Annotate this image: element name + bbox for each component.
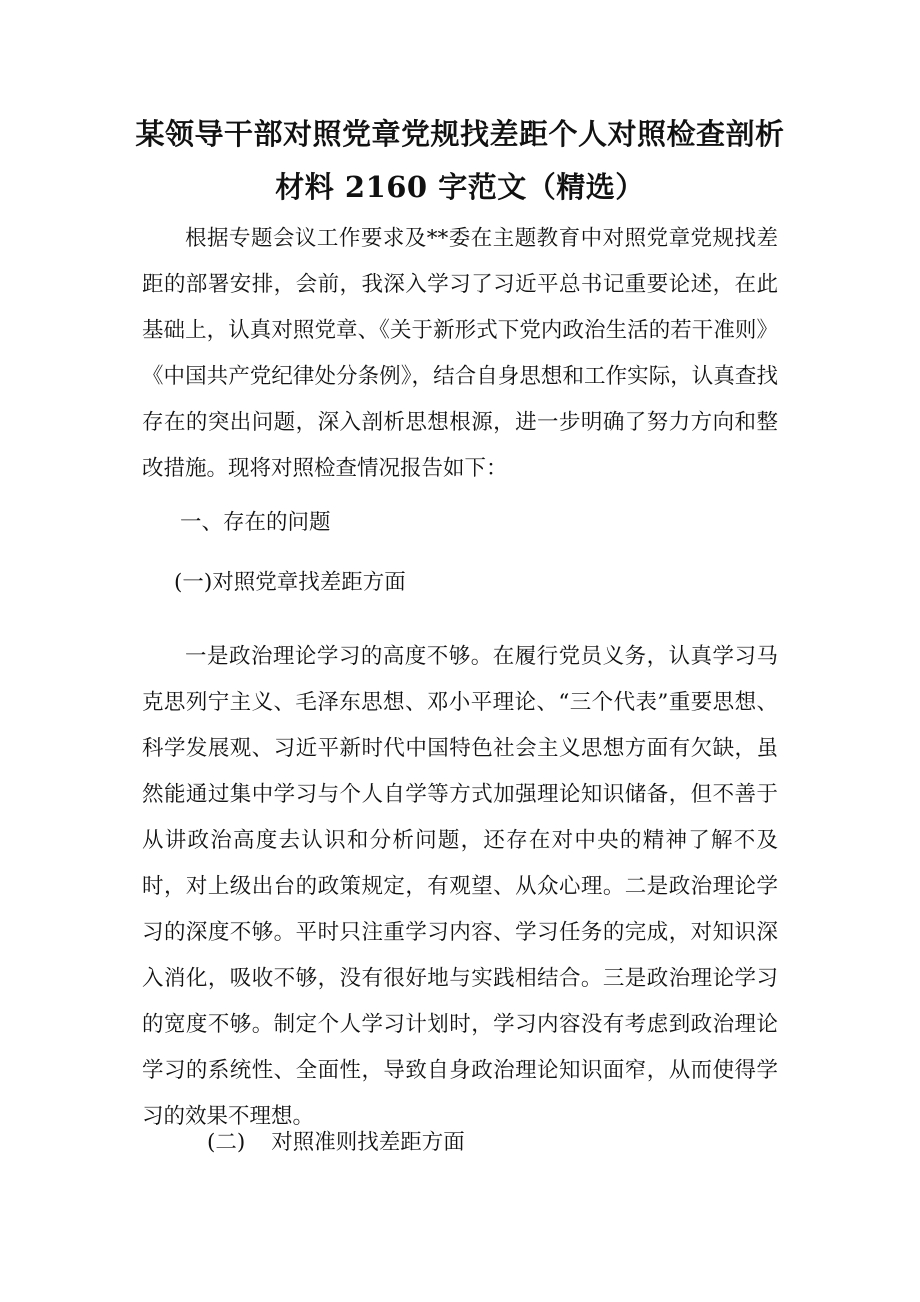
document-title-line-1: 某领导干部对照党章党规找差距个人对照检查剖析 [135,117,785,151]
subsection-heading-party-constitution: (一)对照党章找差距方面 [174,570,406,595]
subsection-number: (二) [207,1130,246,1155]
subsection-paragraph-political-theory: 一是政治理论学习的高度不够。在履行党员义务，认真学习马克思列宁主义、毛泽东思想、邓小平理论、“三个代表”重要思想、科学发展观、习近平新时代中国特色社会主义思想方面有欠缺，虽然能通过集中学习与个人自学等方式加强理论知识储备，但不善于从讲政治高度去认识和分析问题，还存在对中央的精神了解不及时，对上级出台的政策规定，有观望、从众心理。二是政治理论学习的深度不够。平时只注重学习内容、学习任务的完成，对知识深入消化，吸收不够，没有很好地与实践相结合。三是政治理论学习的宽度不够。制定个人学习计划时，学习内容没有考虑到政治理论学习的系统性、全面性，导致自身政治理论知识面窄，从而使得学习的效果不理想。 [142,644,778,1129]
section-heading-problems: 一、存在的问题 [180,510,331,535]
subsection-heading-text: 对照准则找差距方面 [271,1130,465,1155]
intro-paragraph: 根据专题会议工作要求及**委在主题教育中对照党章党规找差距的部署安排，会前，我深入学习了习近平总书记重要论述，在此基础上，认真对照党章、《关于新形式下党内政治生活的若干准则》《中国共产党纪律处分条例》，结合自身思想和工作实际，认真查找存在的突出问题，深入剖析思想根源，进一步明确了努力方向和整改措施。现将对照检查情况报告如下： [142,226,778,481]
document-title-line-2: 材料 2160 字范文（精选） [275,170,645,204]
subsection-heading-guidelines [207,1128,465,1158]
